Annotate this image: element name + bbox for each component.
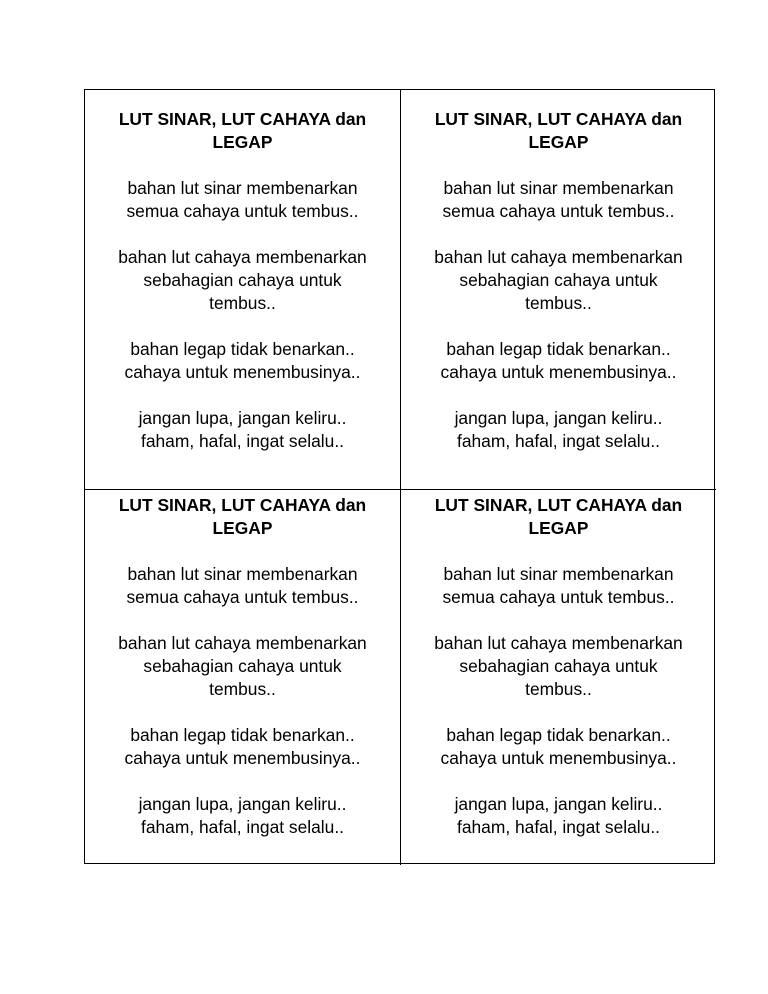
card-paragraph (85, 177, 400, 223)
card-paragraph (85, 246, 400, 315)
card-title-line: LUT SINAR, LUT CAHAYA dan (118, 109, 367, 129)
card (401, 90, 716, 490)
paragraph-line: jangan lupa, jangan keliru.. (454, 408, 663, 428)
card-title (401, 108, 716, 154)
paragraph-line: semua cahaya untuk tembus.. (126, 201, 359, 221)
card-paragraph (85, 793, 400, 839)
paragraph-line: cahaya untuk menembusinya.. (440, 362, 677, 382)
card-title-line: LUT SINAR, LUT CAHAYA dan (434, 109, 683, 129)
card-paragraph (401, 563, 716, 609)
card-paragraph (401, 632, 716, 701)
paragraph-line: faham, hafal, ingat selalu.. (140, 431, 344, 451)
card-title-line: LUT SINAR, LUT CAHAYA dan (118, 495, 367, 515)
paragraph-line: jangan lupa, jangan keliru.. (138, 408, 347, 428)
card-paragraph (401, 724, 716, 770)
card-paragraph (85, 407, 400, 453)
paragraph-line: bahan legap tidak benarkan.. (446, 339, 671, 359)
paragraph-line: faham, hafal, ingat selalu.. (456, 431, 660, 451)
paragraph-line: tembus.. (525, 293, 592, 313)
paragraph-line: semua cahaya untuk tembus.. (442, 587, 675, 607)
card-paragraph (401, 338, 716, 384)
card-title-line: LEGAP (528, 132, 589, 152)
paragraph-line: cahaya untuk menembusinya.. (440, 748, 677, 768)
card-paragraph (401, 793, 716, 839)
paragraph-line: bahan legap tidak benarkan.. (446, 725, 671, 745)
card-title (85, 108, 400, 154)
paragraph-line: bahan lut sinar membenarkan (127, 178, 358, 198)
paragraph-line: tembus.. (525, 679, 592, 699)
card-paragraph (85, 724, 400, 770)
paragraph-line: faham, hafal, ingat selalu.. (140, 817, 344, 837)
paragraph-line: sebahagian cahaya untuk (459, 656, 658, 676)
card (85, 490, 401, 865)
card-title (85, 494, 400, 540)
paragraph-line: bahan lut cahaya membenarkan (434, 633, 683, 653)
paragraph-line: tembus.. (209, 679, 276, 699)
paragraph-line: bahan legap tidak benarkan.. (130, 339, 355, 359)
paragraph-line: bahan lut cahaya membenarkan (118, 633, 367, 653)
paragraph-line: cahaya untuk menembusinya.. (124, 748, 361, 768)
paragraph-line: bahan legap tidak benarkan.. (130, 725, 355, 745)
card-title (401, 494, 716, 540)
paragraph-line: semua cahaya untuk tembus.. (442, 201, 675, 221)
card-paragraph (85, 338, 400, 384)
card-paragraph (401, 177, 716, 223)
card-grid (84, 89, 715, 864)
paragraph-line: bahan lut sinar membenarkan (127, 564, 358, 584)
paragraph-line: sebahagian cahaya untuk (143, 656, 342, 676)
card-title-line: LEGAP (212, 518, 273, 538)
paragraph-line: semua cahaya untuk tembus.. (126, 587, 359, 607)
paragraph-line: tembus.. (209, 293, 276, 313)
card-paragraph (401, 407, 716, 453)
paragraph-line: faham, hafal, ingat selalu.. (456, 817, 660, 837)
paragraph-line: cahaya untuk menembusinya.. (124, 362, 361, 382)
card-title-line: LEGAP (212, 132, 273, 152)
card-paragraph (401, 246, 716, 315)
card-title-line: LEGAP (528, 518, 589, 538)
paragraph-line: bahan lut sinar membenarkan (443, 178, 674, 198)
paragraph-line: bahan lut cahaya membenarkan (434, 247, 683, 267)
card-paragraph (85, 563, 400, 609)
card (401, 490, 716, 865)
paragraph-line: jangan lupa, jangan keliru.. (138, 794, 347, 814)
card-title-line: LUT SINAR, LUT CAHAYA dan (434, 495, 683, 515)
paragraph-line: jangan lupa, jangan keliru.. (454, 794, 663, 814)
paragraph-line: sebahagian cahaya untuk (143, 270, 342, 290)
card (85, 90, 401, 490)
card-paragraph (85, 632, 400, 701)
paragraph-line: bahan lut sinar membenarkan (443, 564, 674, 584)
paragraph-line: bahan lut cahaya membenarkan (118, 247, 367, 267)
paragraph-line: sebahagian cahaya untuk (459, 270, 658, 290)
